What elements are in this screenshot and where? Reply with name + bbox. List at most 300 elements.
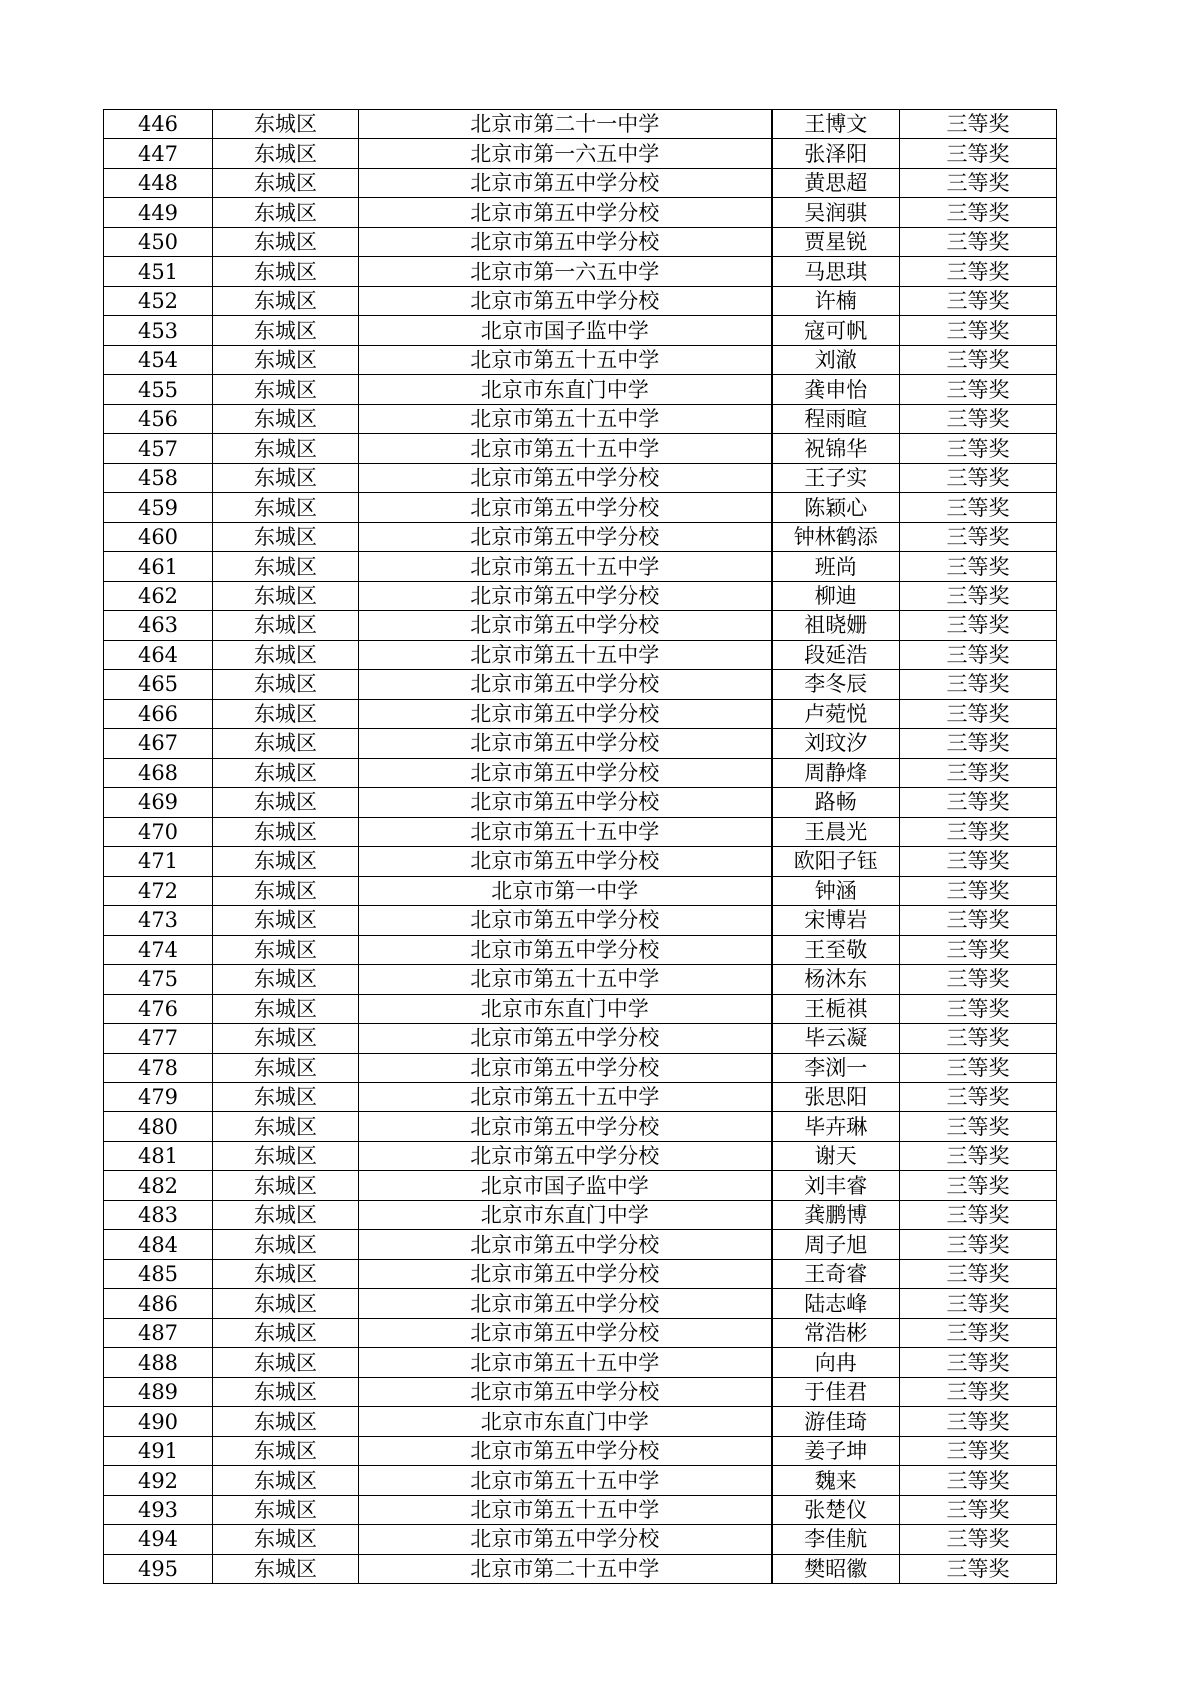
cell-district: 东城区 <box>213 345 359 374</box>
table-row <box>104 110 1057 139</box>
table-row <box>104 168 1057 197</box>
cell-district: 东城区 <box>213 1377 359 1406</box>
table-row <box>104 729 1057 758</box>
cell-district: 东城区 <box>213 463 359 492</box>
cell-district: 东城区 <box>213 139 359 168</box>
cell-school: 北京市第五中学分校 <box>359 788 772 817</box>
table-row <box>104 817 1057 846</box>
cell-award: 三等奖 <box>900 1554 1057 1583</box>
cell-number: 493 <box>104 1495 213 1524</box>
table-row <box>104 1053 1057 1082</box>
table-row <box>104 1554 1057 1583</box>
cell-district: 东城区 <box>213 434 359 463</box>
cell-number: 451 <box>104 257 213 286</box>
cell-number: 495 <box>104 1554 213 1583</box>
cell-district: 东城区 <box>213 640 359 669</box>
cell-district: 东城区 <box>213 994 359 1023</box>
cell-school: 北京市第五中学分校 <box>359 1289 772 1318</box>
awards-table-body <box>104 110 1057 1584</box>
cell-student-name: 程雨暄 <box>772 404 900 433</box>
cell-number: 446 <box>104 110 213 139</box>
cell-district: 东城区 <box>213 1259 359 1288</box>
cell-number: 448 <box>104 168 213 197</box>
table-row <box>104 1495 1057 1524</box>
table-row <box>104 345 1057 374</box>
cell-student-name: 贾星锐 <box>772 227 900 256</box>
cell-district: 东城区 <box>213 1200 359 1229</box>
cell-number: 482 <box>104 1171 213 1200</box>
cell-award: 三等奖 <box>900 670 1057 699</box>
cell-school: 北京市第五十五中学 <box>359 817 772 846</box>
cell-student-name: 王晨光 <box>772 817 900 846</box>
cell-number: 456 <box>104 404 213 433</box>
cell-award: 三等奖 <box>900 1289 1057 1318</box>
cell-district: 东城区 <box>213 1495 359 1524</box>
table-row <box>104 1024 1057 1053</box>
cell-school: 北京市第五十五中学 <box>359 965 772 994</box>
cell-district: 东城区 <box>213 198 359 227</box>
cell-district: 东城区 <box>213 788 359 817</box>
cell-award: 三等奖 <box>900 788 1057 817</box>
cell-school: 北京市第五十五中学 <box>359 1495 772 1524</box>
cell-number: 467 <box>104 729 213 758</box>
cell-number: 459 <box>104 493 213 522</box>
table-row <box>104 257 1057 286</box>
cell-student-name: 龚鹏博 <box>772 1200 900 1229</box>
cell-school: 北京市东直门中学 <box>359 994 772 1023</box>
cell-school: 北京市第二十一中学 <box>359 110 772 139</box>
cell-district: 东城区 <box>213 257 359 286</box>
cell-school: 北京市第五中学分校 <box>359 522 772 551</box>
cell-award: 三等奖 <box>900 1230 1057 1259</box>
cell-school: 北京市第五十五中学 <box>359 434 772 463</box>
cell-award: 三等奖 <box>900 729 1057 758</box>
cell-district: 东城区 <box>213 611 359 640</box>
cell-district: 东城区 <box>213 493 359 522</box>
cell-student-name: 宋博岩 <box>772 906 900 935</box>
cell-number: 463 <box>104 611 213 640</box>
cell-number: 491 <box>104 1436 213 1465</box>
cell-student-name: 祖晓姗 <box>772 611 900 640</box>
cell-award: 三等奖 <box>900 1466 1057 1495</box>
table-row <box>104 139 1057 168</box>
cell-award: 三等奖 <box>900 493 1057 522</box>
awards-table <box>103 109 1057 1584</box>
cell-award: 三等奖 <box>900 581 1057 610</box>
table-row <box>104 434 1057 463</box>
cell-award: 三等奖 <box>900 198 1057 227</box>
cell-award: 三等奖 <box>900 1141 1057 1170</box>
cell-award: 三等奖 <box>900 640 1057 669</box>
cell-award: 三等奖 <box>900 1053 1057 1082</box>
cell-school: 北京市第五中学分校 <box>359 906 772 935</box>
cell-number: 455 <box>104 375 213 404</box>
table-row <box>104 876 1057 905</box>
cell-student-name: 祝锦华 <box>772 434 900 463</box>
table-row <box>104 1348 1057 1377</box>
cell-district: 东城区 <box>213 1289 359 1318</box>
cell-school: 北京市第一六五中学 <box>359 257 772 286</box>
cell-district: 东城区 <box>213 1407 359 1436</box>
cell-student-name: 周子旭 <box>772 1230 900 1259</box>
cell-school: 北京市第五十五中学 <box>359 1082 772 1111</box>
cell-award: 三等奖 <box>900 1259 1057 1288</box>
table-row <box>104 1377 1057 1406</box>
cell-school: 北京市第五中学分校 <box>359 1053 772 1082</box>
table-row <box>104 935 1057 964</box>
cell-student-name: 路畅 <box>772 788 900 817</box>
cell-student-name: 于佳君 <box>772 1377 900 1406</box>
cell-student-name: 柳迪 <box>772 581 900 610</box>
cell-number: 473 <box>104 906 213 935</box>
cell-district: 东城区 <box>213 375 359 404</box>
cell-award: 三等奖 <box>900 965 1057 994</box>
cell-district: 东城区 <box>213 1230 359 1259</box>
cell-district: 东城区 <box>213 670 359 699</box>
cell-district: 东城区 <box>213 817 359 846</box>
cell-number: 454 <box>104 345 213 374</box>
cell-award: 三等奖 <box>900 817 1057 846</box>
table-row <box>104 316 1057 345</box>
cell-award: 三等奖 <box>900 1348 1057 1377</box>
cell-number: 485 <box>104 1259 213 1288</box>
cell-school: 北京市第五中学分校 <box>359 168 772 197</box>
cell-district: 东城区 <box>213 1466 359 1495</box>
cell-school: 北京市第五中学分校 <box>359 493 772 522</box>
cell-number: 472 <box>104 876 213 905</box>
table-row <box>104 1230 1057 1259</box>
cell-district: 东城区 <box>213 1053 359 1082</box>
cell-student-name: 钟涵 <box>772 876 900 905</box>
cell-number: 488 <box>104 1348 213 1377</box>
cell-award: 三等奖 <box>900 286 1057 315</box>
cell-number: 466 <box>104 699 213 728</box>
table-row <box>104 375 1057 404</box>
cell-school: 北京市东直门中学 <box>359 375 772 404</box>
cell-student-name: 毕云凝 <box>772 1024 900 1053</box>
cell-award: 三等奖 <box>900 375 1057 404</box>
cell-district: 东城区 <box>213 552 359 581</box>
cell-number: 461 <box>104 552 213 581</box>
cell-student-name: 周静烽 <box>772 758 900 787</box>
cell-number: 476 <box>104 994 213 1023</box>
cell-district: 东城区 <box>213 581 359 610</box>
cell-award: 三等奖 <box>900 345 1057 374</box>
table-row <box>104 463 1057 492</box>
cell-number: 450 <box>104 227 213 256</box>
table-row <box>104 788 1057 817</box>
cell-student-name: 刘玟汐 <box>772 729 900 758</box>
cell-school: 北京市东直门中学 <box>359 1200 772 1229</box>
cell-school: 北京市第五中学分校 <box>359 699 772 728</box>
cell-number: 480 <box>104 1112 213 1141</box>
cell-award: 三等奖 <box>900 1436 1057 1465</box>
cell-number: 494 <box>104 1525 213 1554</box>
cell-student-name: 张思阳 <box>772 1082 900 1111</box>
cell-district: 东城区 <box>213 1436 359 1465</box>
cell-award: 三等奖 <box>900 110 1057 139</box>
table-row <box>104 1200 1057 1229</box>
table-row <box>104 758 1057 787</box>
cell-district: 东城区 <box>213 1141 359 1170</box>
table-row <box>104 847 1057 876</box>
table-row <box>104 198 1057 227</box>
cell-number: 487 <box>104 1318 213 1347</box>
cell-award: 三等奖 <box>900 994 1057 1023</box>
cell-school: 北京市第五十五中学 <box>359 552 772 581</box>
cell-school: 北京市第五中学分校 <box>359 611 772 640</box>
cell-student-name: 姜子坤 <box>772 1436 900 1465</box>
cell-school: 北京市第五中学分校 <box>359 227 772 256</box>
cell-student-name: 寇可帆 <box>772 316 900 345</box>
table-row <box>104 640 1057 669</box>
table-row <box>104 1171 1057 1200</box>
cell-number: 492 <box>104 1466 213 1495</box>
table-row <box>104 227 1057 256</box>
cell-award: 三等奖 <box>900 906 1057 935</box>
cell-district: 东城区 <box>213 286 359 315</box>
cell-school: 北京市第五中学分校 <box>359 463 772 492</box>
table-row <box>104 522 1057 551</box>
cell-student-name: 陆志峰 <box>772 1289 900 1318</box>
table-row <box>104 1436 1057 1465</box>
cell-student-name: 王栀祺 <box>772 994 900 1023</box>
cell-school: 北京市第五十五中学 <box>359 1466 772 1495</box>
cell-student-name: 谢天 <box>772 1141 900 1170</box>
cell-student-name: 张楚仪 <box>772 1495 900 1524</box>
cell-school: 北京市第五中学分校 <box>359 1230 772 1259</box>
cell-award: 三等奖 <box>900 434 1057 463</box>
cell-award: 三等奖 <box>900 522 1057 551</box>
cell-award: 三等奖 <box>900 1024 1057 1053</box>
cell-district: 东城区 <box>213 1348 359 1377</box>
cell-school: 北京市第五中学分校 <box>359 670 772 699</box>
cell-award: 三等奖 <box>900 699 1057 728</box>
cell-school: 北京市第二十五中学 <box>359 1554 772 1583</box>
cell-award: 三等奖 <box>900 847 1057 876</box>
cell-number: 490 <box>104 1407 213 1436</box>
cell-student-name: 段延浩 <box>772 640 900 669</box>
cell-award: 三等奖 <box>900 552 1057 581</box>
table-row <box>104 1141 1057 1170</box>
cell-student-name: 龚申怡 <box>772 375 900 404</box>
cell-school: 北京市第五十五中学 <box>359 404 772 433</box>
cell-award: 三等奖 <box>900 168 1057 197</box>
cell-district: 东城区 <box>213 729 359 758</box>
cell-number: 465 <box>104 670 213 699</box>
cell-award: 三等奖 <box>900 1377 1057 1406</box>
cell-student-name: 毕卉琳 <box>772 1112 900 1141</box>
cell-district: 东城区 <box>213 110 359 139</box>
cell-number: 475 <box>104 965 213 994</box>
cell-award: 三等奖 <box>900 1112 1057 1141</box>
cell-number: 464 <box>104 640 213 669</box>
cell-school: 北京市第五中学分校 <box>359 847 772 876</box>
table-row <box>104 699 1057 728</box>
cell-number: 457 <box>104 434 213 463</box>
cell-student-name: 许楠 <box>772 286 900 315</box>
table-row <box>104 670 1057 699</box>
cell-school: 北京市第五中学分校 <box>359 758 772 787</box>
cell-student-name: 张泽阳 <box>772 139 900 168</box>
cell-award: 三等奖 <box>900 876 1057 905</box>
cell-award: 三等奖 <box>900 463 1057 492</box>
cell-student-name: 吴润骐 <box>772 198 900 227</box>
cell-student-name: 常浩彬 <box>772 1318 900 1347</box>
cell-number: 462 <box>104 581 213 610</box>
cell-district: 东城区 <box>213 699 359 728</box>
cell-district: 东城区 <box>213 1525 359 1554</box>
cell-award: 三等奖 <box>900 1200 1057 1229</box>
table-row <box>104 1407 1057 1436</box>
cell-school: 北京市第五中学分校 <box>359 729 772 758</box>
cell-school: 北京市第一中学 <box>359 876 772 905</box>
cell-number: 479 <box>104 1082 213 1111</box>
cell-award: 三等奖 <box>900 935 1057 964</box>
cell-student-name: 卢菀悦 <box>772 699 900 728</box>
cell-student-name: 李冬辰 <box>772 670 900 699</box>
table-row <box>104 1525 1057 1554</box>
table-row <box>104 552 1057 581</box>
cell-school: 北京市第五中学分校 <box>359 1377 772 1406</box>
cell-school: 北京市第五中学分校 <box>359 935 772 964</box>
cell-number: 452 <box>104 286 213 315</box>
cell-student-name: 王至敬 <box>772 935 900 964</box>
cell-district: 东城区 <box>213 935 359 964</box>
cell-school: 北京市第五十五中学 <box>359 345 772 374</box>
cell-student-name: 钟林鹤添 <box>772 522 900 551</box>
cell-number: 478 <box>104 1053 213 1082</box>
cell-district: 东城区 <box>213 1318 359 1347</box>
cell-school: 北京市东直门中学 <box>359 1407 772 1436</box>
table-row <box>104 994 1057 1023</box>
cell-district: 东城区 <box>213 758 359 787</box>
cell-award: 三等奖 <box>900 257 1057 286</box>
cell-number: 453 <box>104 316 213 345</box>
cell-school: 北京市第五中学分校 <box>359 286 772 315</box>
cell-number: 449 <box>104 198 213 227</box>
cell-number: 468 <box>104 758 213 787</box>
cell-award: 三等奖 <box>900 139 1057 168</box>
table-row <box>104 581 1057 610</box>
cell-district: 东城区 <box>213 168 359 197</box>
cell-district: 东城区 <box>213 522 359 551</box>
cell-number: 460 <box>104 522 213 551</box>
cell-student-name: 王奇睿 <box>772 1259 900 1288</box>
cell-district: 东城区 <box>213 847 359 876</box>
cell-student-name: 欧阳子钰 <box>772 847 900 876</box>
cell-number: 486 <box>104 1289 213 1318</box>
cell-district: 东城区 <box>213 906 359 935</box>
cell-school: 北京市第五中学分校 <box>359 1436 772 1465</box>
cell-school: 北京市国子监中学 <box>359 316 772 345</box>
table-row <box>104 1082 1057 1111</box>
table-row <box>104 906 1057 935</box>
cell-district: 东城区 <box>213 1171 359 1200</box>
cell-school: 北京市第五中学分校 <box>359 1318 772 1347</box>
table-row <box>104 611 1057 640</box>
cell-number: 471 <box>104 847 213 876</box>
table-row <box>104 1466 1057 1495</box>
cell-student-name: 向冉 <box>772 1348 900 1377</box>
cell-school: 北京市第五十五中学 <box>359 1348 772 1377</box>
table-row <box>104 404 1057 433</box>
cell-student-name: 班尚 <box>772 552 900 581</box>
cell-student-name: 陈颖心 <box>772 493 900 522</box>
cell-award: 三等奖 <box>900 1082 1057 1111</box>
table-row <box>104 1259 1057 1288</box>
cell-student-name: 游佳琦 <box>772 1407 900 1436</box>
table-row <box>104 1112 1057 1141</box>
table-row <box>104 1318 1057 1347</box>
cell-school: 北京市第一六五中学 <box>359 139 772 168</box>
cell-student-name: 黄思超 <box>772 168 900 197</box>
table-row <box>104 965 1057 994</box>
cell-student-name: 杨沐东 <box>772 965 900 994</box>
cell-district: 东城区 <box>213 1024 359 1053</box>
cell-award: 三等奖 <box>900 316 1057 345</box>
cell-school: 北京市第五中学分校 <box>359 1259 772 1288</box>
table-row <box>104 286 1057 315</box>
cell-number: 470 <box>104 817 213 846</box>
cell-award: 三等奖 <box>900 1525 1057 1554</box>
cell-district: 东城区 <box>213 876 359 905</box>
cell-number: 484 <box>104 1230 213 1259</box>
cell-award: 三等奖 <box>900 1407 1057 1436</box>
cell-student-name: 马思琪 <box>772 257 900 286</box>
cell-student-name: 樊昭徽 <box>772 1554 900 1583</box>
cell-number: 483 <box>104 1200 213 1229</box>
cell-award: 三等奖 <box>900 1318 1057 1347</box>
cell-district: 东城区 <box>213 1112 359 1141</box>
cell-number: 458 <box>104 463 213 492</box>
cell-number: 477 <box>104 1024 213 1053</box>
cell-school: 北京市第五中学分校 <box>359 1525 772 1554</box>
cell-award: 三等奖 <box>900 758 1057 787</box>
cell-award: 三等奖 <box>900 1495 1057 1524</box>
cell-award: 三等奖 <box>900 404 1057 433</box>
cell-school: 北京市第五中学分校 <box>359 198 772 227</box>
cell-district: 东城区 <box>213 1082 359 1111</box>
table-row <box>104 1289 1057 1318</box>
cell-award: 三等奖 <box>900 611 1057 640</box>
cell-number: 469 <box>104 788 213 817</box>
cell-school: 北京市第五中学分校 <box>359 1112 772 1141</box>
cell-district: 东城区 <box>213 404 359 433</box>
cell-district: 东城区 <box>213 1554 359 1583</box>
table-row <box>104 493 1057 522</box>
cell-student-name: 魏来 <box>772 1466 900 1495</box>
cell-student-name: 王子实 <box>772 463 900 492</box>
cell-district: 东城区 <box>213 227 359 256</box>
cell-school: 北京市第五中学分校 <box>359 581 772 610</box>
cell-district: 东城区 <box>213 316 359 345</box>
cell-number: 489 <box>104 1377 213 1406</box>
cell-student-name: 王博文 <box>772 110 900 139</box>
cell-number: 481 <box>104 1141 213 1170</box>
cell-award: 三等奖 <box>900 227 1057 256</box>
cell-student-name: 李浏一 <box>772 1053 900 1082</box>
cell-district: 东城区 <box>213 965 359 994</box>
cell-school: 北京市第五十五中学 <box>359 640 772 669</box>
cell-student-name: 李佳航 <box>772 1525 900 1554</box>
cell-number: 447 <box>104 139 213 168</box>
cell-student-name: 刘澈 <box>772 345 900 374</box>
cell-number: 474 <box>104 935 213 964</box>
cell-school: 北京市第五中学分校 <box>359 1141 772 1170</box>
cell-school: 北京市第五中学分校 <box>359 1024 772 1053</box>
cell-student-name: 刘丰睿 <box>772 1171 900 1200</box>
